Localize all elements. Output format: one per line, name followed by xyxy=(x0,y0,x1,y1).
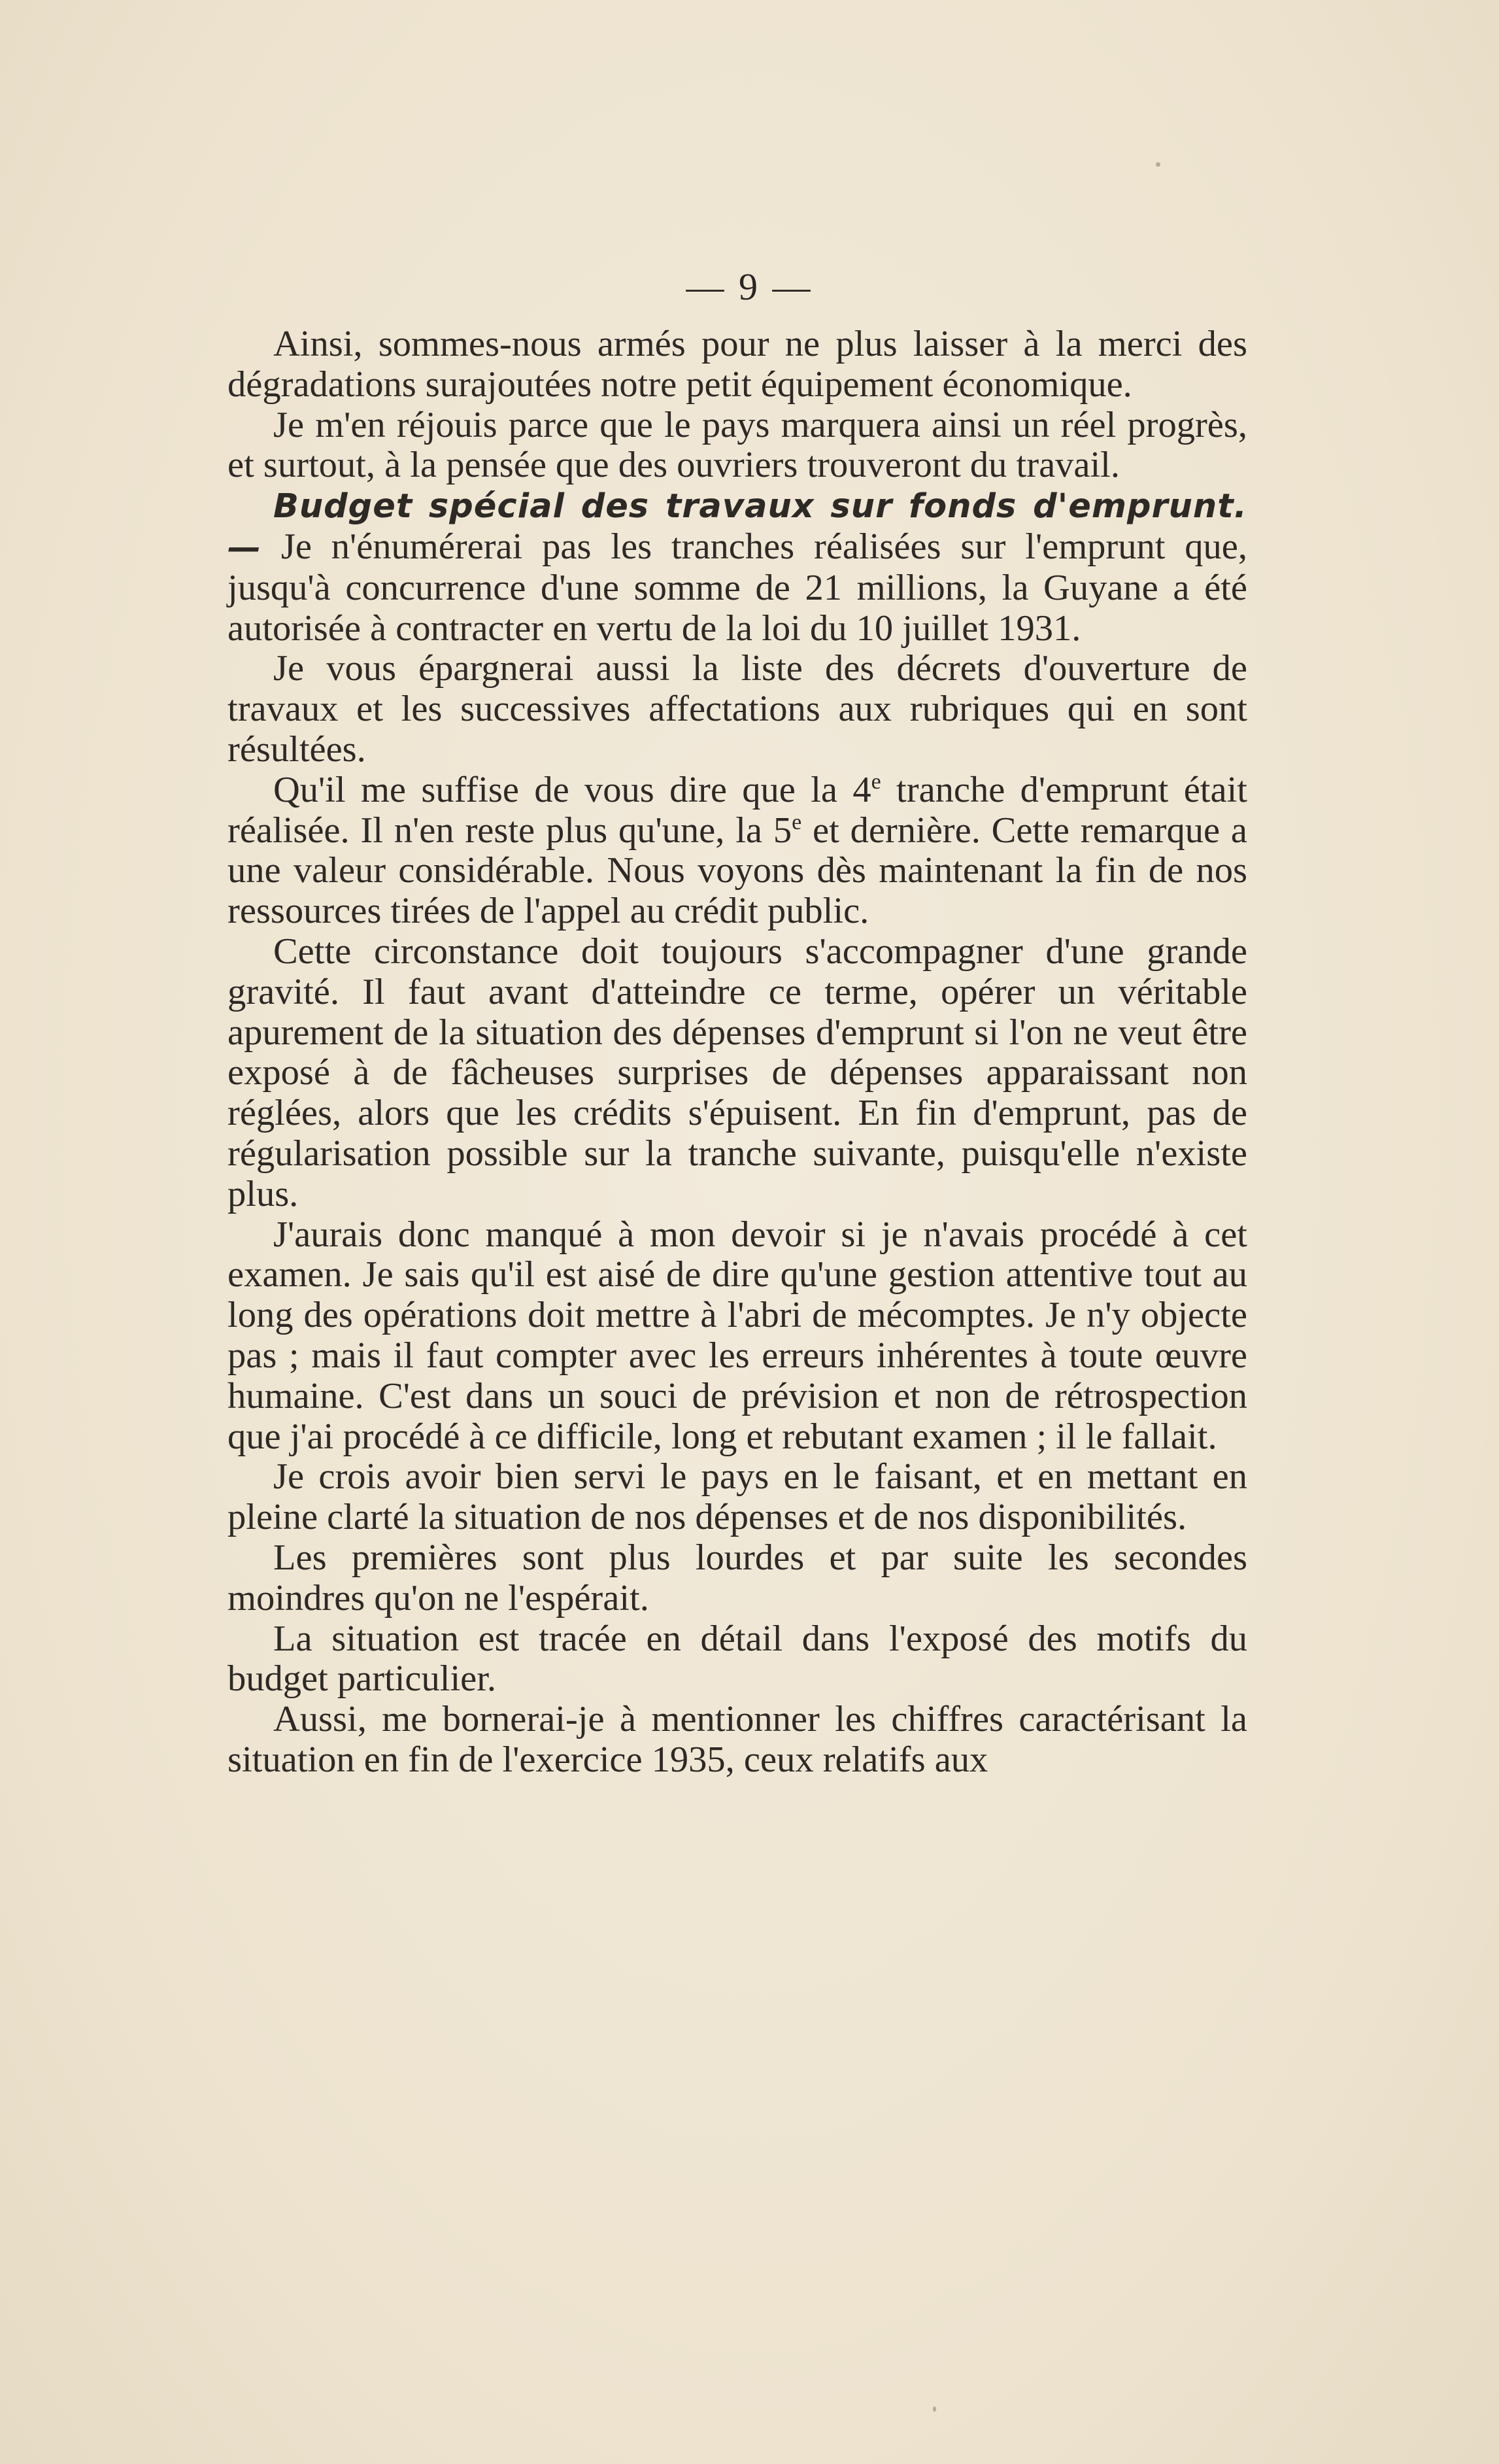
paragraph xyxy=(227,486,1247,649)
paper-speck xyxy=(933,2406,936,2412)
paragraph: Aussi, me bornerai-je à mentionner les chiffres caractérisant la situation en fin de l'exercice 1935, ceux relatifs aux xyxy=(227,1699,1247,1780)
body-text xyxy=(227,324,1247,1781)
paragraph-text: et dernière. Cette remarque a une valeur considérable. Nous voyons dès maintenant la fin de nos ressources tirées de l'appel au crédit public. xyxy=(227,810,1247,932)
paragraph: Les premières sont plus lourdes et par suite les secondes moindres qu'on ne l'espérait. xyxy=(227,1537,1247,1618)
paragraph xyxy=(227,770,1247,932)
paragraph-text: Je n'énumérerai pas les tranches réalisées sur l'emprunt que, jusqu'à concurrence d'une somme de 21 millions, la Guyane a été autorisée à contracter en vertu de la loi du 10 juillet 1931. xyxy=(227,526,1247,649)
superscript: e xyxy=(871,769,881,794)
page-number: — 9 — xyxy=(686,265,813,308)
paragraph-text: tranche d'emprunt était réalisée. Il n'en reste plus qu'une, la 5 xyxy=(227,769,1247,851)
paragraph: La situation est tracée en détail dans l'exposé des motifs du budget particulier. xyxy=(227,1618,1247,1700)
section-heading: Budget spécial des travaux sur fonds d'emprunt.— xyxy=(227,487,1247,567)
paragraph: Cette circonstance doit toujours s'accompagner d'une grande gravité. Il faut avant d'atteindre ce terme, opérer un véritable apurement de la situation des dépenses d'emprunt si l'on ne veut être exposé à de fâcheuses surprises de dépenses apparaissant non réglées, alors que les crédits s'épuisent. En fin d'emprunt, pas de régularisation possible sur la tranche suivante, puisqu'elle n'existe plus. xyxy=(227,931,1247,1214)
paper-speck xyxy=(1156,162,1160,167)
paragraph: Ainsi, sommes-nous armés pour ne plus laisser à la merci des dégradations surajoutées notre petit équipement économique. xyxy=(227,324,1247,405)
superscript: e xyxy=(792,810,802,834)
paragraph: Je crois avoir bien servi le pays en le faisant, et en mettant en pleine clarté la situation de nos dépenses et de nos disponibilités. xyxy=(227,1456,1247,1538)
paragraph: J'aurais donc manqué à mon devoir si je n'avais procédé à cet examen. Je sais qu'il est aisé de dire qu'une gestion attentive tout au long des opérations doit mettre à l'abri de mécomptes. Je n'y objecte pas ; mais il faut compter avec les erreurs inhérentes à toute œuvre humaine. C'est dans un souci de prévision et non de rétrospection que j'ai procédé à ce difficile, long et rebutant examen ; il le fallait. xyxy=(227,1214,1247,1457)
paragraph-text: Qu'il me suffise de vous dire que la 4 xyxy=(273,769,871,810)
paragraph: Je vous épargnerai aussi la liste des décrets d'ouverture de travaux et les successives affectations aux rubriques qui en sont résultées. xyxy=(227,648,1247,770)
paragraph: Je m'en réjouis parce que le pays marquera ainsi un réel progrès, et surtout, à la pensée que des ouvriers trouveront du travail. xyxy=(227,404,1247,486)
